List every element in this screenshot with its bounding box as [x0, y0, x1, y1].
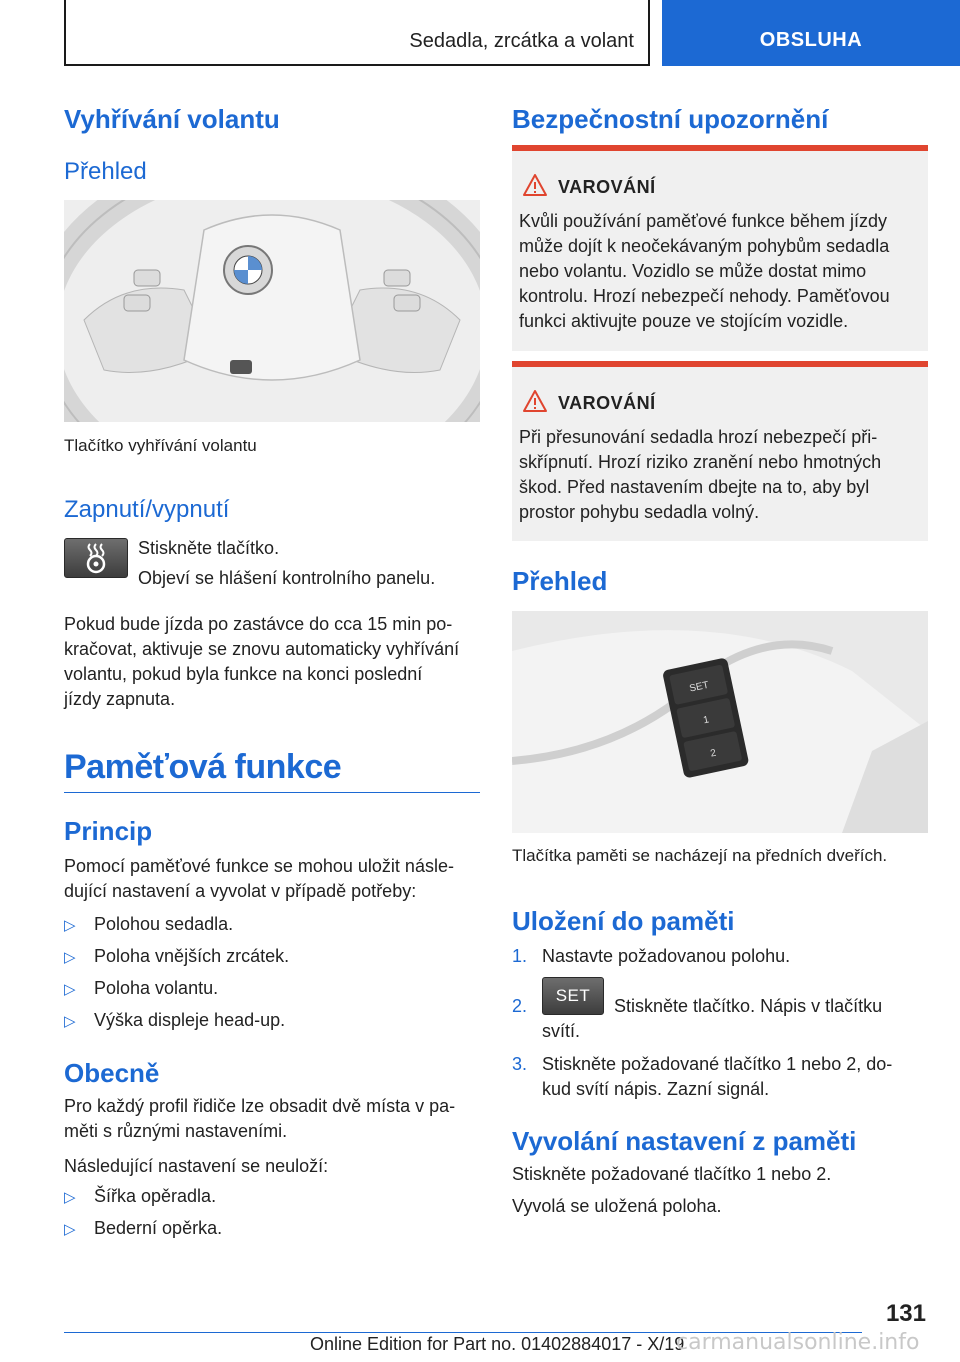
- warning-title: VAROVÁNÍ: [558, 177, 656, 197]
- heading-principle: Princip: [64, 816, 153, 846]
- heading-recall: Vyvolání nastavení z paměti: [512, 1126, 857, 1156]
- warning-text: Při přesunování sedadla hrozí nebezpečí při- skřípnutí. Hrozí riziko zranění nebo hmotných škod. Před nastavením dbejte na to, aby byl prostor pohybu sedadla volný.: [519, 427, 882, 522]
- recall-line-1: Stiskněte požadované tlačítko 1 nebo 2.: [512, 1164, 832, 1184]
- store-step: 2.: [512, 996, 528, 1016]
- warning-box-1: [512, 145, 928, 351]
- principle-paragraph: Pomocí paměťové funkce se mohou uložit násle- dující nastavení a vyvolat v případě potřeby:: [64, 856, 454, 901]
- list-item: ▷ Výška displeje head-up.: [64, 1010, 286, 1030]
- heading-steering-heating: Vyhřívání volantu: [64, 104, 280, 134]
- list-item: ▷ Poloha volantu.: [64, 978, 219, 998]
- heading-onoff: Zapnutí/vypnutí: [64, 496, 230, 523]
- heading-overview-left: Přehled: [64, 158, 147, 185]
- section-tab[interactable]: OBSLUHA: [662, 0, 960, 66]
- bullet-triangle-icon: ▷: [64, 981, 76, 998]
- door-memory-buttons-image: [512, 611, 928, 833]
- bullet-triangle-icon: ▷: [64, 949, 76, 966]
- page-number: 131: [885, 1300, 926, 1327]
- heading-memory-function: Paměťová funkce: [64, 748, 342, 786]
- door-button-2-label: 2: [709, 747, 718, 760]
- bullet-triangle-icon: ▷: [64, 917, 76, 934]
- list-item: ▷ Poloha vnějších zrcátek.: [64, 946, 290, 966]
- general-paragraph: Pro každý profil řidiče lze obsadit dvě místa v pa- měti s různými nastaveními.: [64, 1096, 456, 1141]
- list-item: ▷ Polohou sedadla.: [64, 914, 234, 934]
- warning-triangle-icon: [522, 389, 548, 413]
- door-button-set-label: SET: [688, 679, 710, 695]
- heading-overview-right: Přehled: [512, 566, 608, 596]
- bullet-triangle-icon: ▷: [64, 1221, 76, 1238]
- set-button-icon: SET: [542, 977, 604, 1015]
- heading-safety: Bezpečnostní upozornění: [512, 104, 829, 134]
- store-step: 1. Nastavte požadovanou polohu.: [512, 946, 791, 966]
- list-item: ▷ Šířka opěradla.: [64, 1186, 217, 1206]
- memory-heading-rule: [64, 792, 480, 793]
- heading-store: Uložení do paměti: [512, 906, 735, 936]
- steering-wheel-image: [64, 200, 480, 422]
- warning-box-2: [512, 361, 928, 541]
- warning-triangle-icon: [522, 173, 548, 197]
- warning-text: Kvůli používání paměťové funkce během jízdy může dojít k neočekávaným pohybům sedadla nebo volantu. Vozidlo se může dostat mimo kontrolu. Hrozí nebezpečí nehody. Paměťovou funkci aktivujte pouze ve stojícím vozidle.: [519, 211, 890, 331]
- header-rule-bottom: [64, 64, 650, 66]
- heading-general: Obecně: [64, 1058, 160, 1088]
- warning-title: VAROVÁNÍ: [558, 393, 656, 413]
- press-button-text: Stiskněte tlačítko.: [138, 538, 280, 558]
- header-rule-left: [64, 0, 66, 66]
- edition-text: Online Edition for Part no. 01402884017 - X/19: [310, 1334, 685, 1354]
- steering-heat-button-icon: [64, 538, 128, 578]
- not-saved-text: Následující nastavení se neuloží:: [64, 1156, 329, 1176]
- header-rule-right: [648, 0, 650, 66]
- watermark-text: carmanualsonline.info: [676, 1330, 920, 1355]
- door-button-1-label: 1: [702, 714, 711, 727]
- recall-line-2: Vyvolá se uložená poloha.: [512, 1196, 722, 1216]
- door-caption: Tlačítka paměti se nacházejí na předních dveřích.: [512, 846, 888, 865]
- list-item: ▷ Bederní opěrka.: [64, 1218, 223, 1238]
- message-text: Objeví se hlášení kontrolního panelu.: [138, 568, 436, 588]
- store-step: 3. Stiskněte požadované tlačítko 1 nebo 2, do- kud svítí nápis. Zazní signál.: [512, 1054, 893, 1099]
- auto-paragraph: Pokud bude jízda po zastávce do cca 15 min po- kračovat, aktivuje se znovu automaticky vyhřívání volantu, pokud byla funkce na konci poslední jízdy zapnuta.: [64, 614, 460, 709]
- store-step-2-text: Stiskněte tlačítko. Nápis v tlačítku: [614, 996, 883, 1016]
- bullet-triangle-icon: ▷: [64, 1013, 76, 1030]
- chapter-title: Sedadla, zrcátka a volant: [409, 30, 634, 52]
- steering-caption: Tlačítko vyhřívání volantu: [64, 436, 257, 455]
- store-step-2-text-cont: svítí.: [542, 1021, 581, 1041]
- bullet-triangle-icon: ▷: [64, 1189, 76, 1206]
